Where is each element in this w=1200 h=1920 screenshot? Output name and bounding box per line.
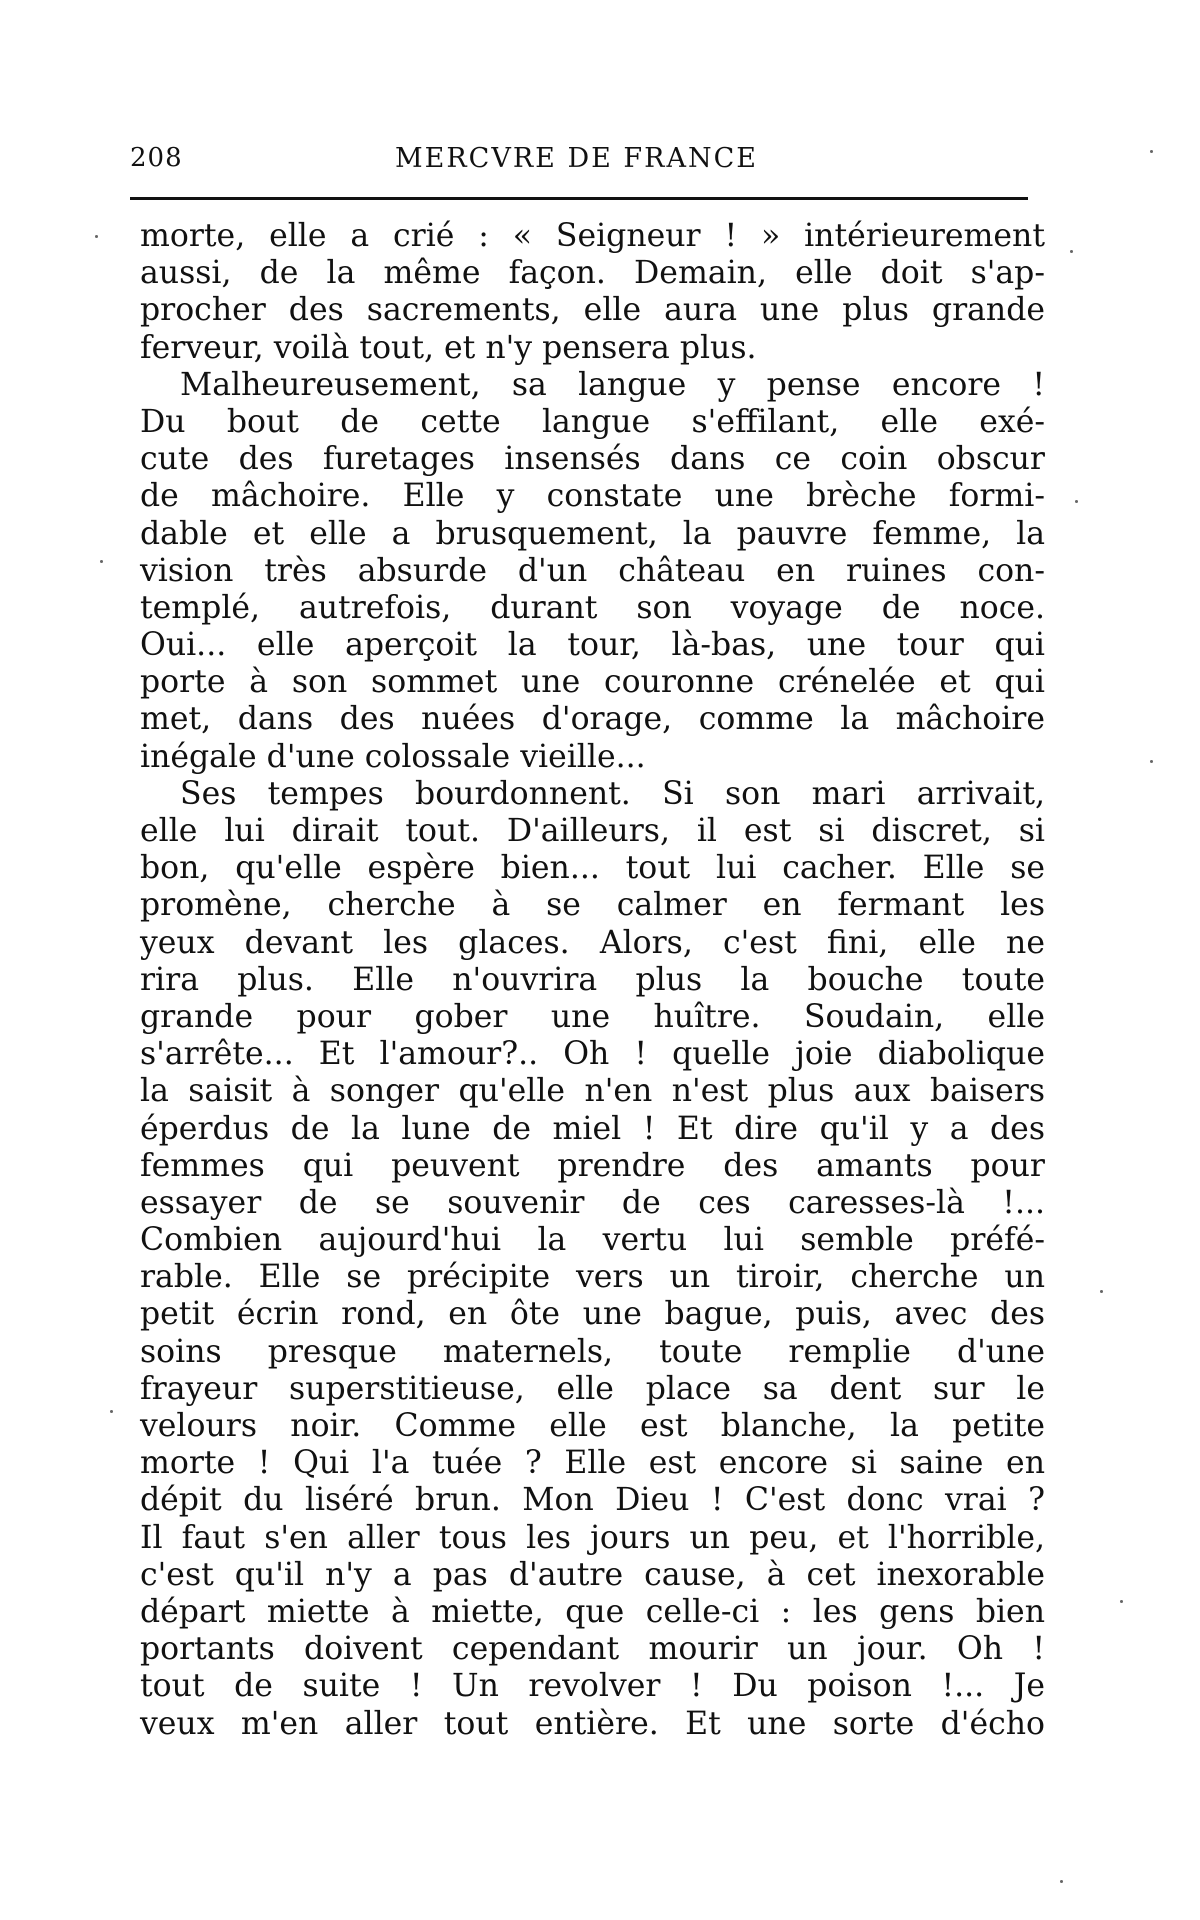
page-header <box>130 143 1030 183</box>
text-line: soins presque maternels, toute remplie d'une <box>140 1333 1045 1370</box>
scan-speck <box>1060 1880 1063 1883</box>
text-line: la saisit à songer qu'elle n'en n'est plus aux baisers <box>140 1073 1045 1110</box>
text-line: éperdus de la lune de miel ! Et dire qu'il y a des <box>140 1110 1045 1147</box>
text-line: templé, autrefois, durant son voyage de noce. <box>140 589 1045 626</box>
text-line: Il faut s'en aller tous les jours un peu, et l'horrible, <box>140 1519 1045 1556</box>
text-line: grande pour gober une huître. Soudain, elle <box>140 998 1045 1035</box>
scan-speck <box>1150 760 1153 763</box>
text-line: inégale d'une colossale vieille... <box>140 738 646 775</box>
text-line: ferveur, voilà tout, et n'y pensera plus. <box>140 329 757 366</box>
text-line: elle lui dirait tout. D'ailleurs, il est si discret, si <box>140 813 1045 849</box>
text-line: Malheureusement, sa langue y pense encore ! <box>180 366 1045 403</box>
text-line: morte ! Qui l'a tuée ? Elle est encore si saine en <box>140 1445 1045 1482</box>
text-line: Oui... elle aperçoit la tour, là-bas, une tour qui <box>140 627 1045 664</box>
text-line: femmes qui peuvent prendre des amants pour <box>140 1147 1045 1184</box>
scan-speck <box>1150 150 1153 153</box>
text-line: tout de suite ! Un revolver ! Du poison !... Je <box>140 1668 1045 1705</box>
scan-speck <box>95 235 98 238</box>
text-line: départ miette à miette, que celle-ci : les gens bien <box>140 1593 1045 1630</box>
page-number: 208 <box>130 143 183 173</box>
text-line: bon, qu'elle espère bien... tout lui cacher. Elle se <box>140 850 1045 887</box>
text-line: rira plus. Elle n'ouvrira plus la bouche toute <box>140 961 1045 998</box>
text-line: de mâchoire. Elle y constate une brèche formi- <box>140 478 1045 515</box>
text-line: essayer de se souvenir de ces caresses-là !... <box>140 1184 1045 1221</box>
text-line: dable et elle a brusquement, la pauvre femme, la <box>140 515 1045 552</box>
text-line: dépit du liséré brun. Mon Dieu ! C'est donc vrai ? <box>140 1482 1045 1519</box>
text-line: veux m'en aller tout entière. Et une sorte d'écho <box>140 1705 1045 1742</box>
text-line: yeux devant les glaces. Alors, c'est fini, elle ne <box>140 924 1045 961</box>
text-line: c'est qu'il n'y a pas d'autre cause, à cet inexorable <box>140 1556 1045 1593</box>
text-line: morte, elle a crié : « Seigneur ! » intérieurement <box>140 218 1045 254</box>
scan-speck <box>1075 500 1078 503</box>
text-line: portants doivent cependant mourir un jour. Oh ! <box>140 1631 1045 1668</box>
scan-speck <box>1070 250 1073 253</box>
text-line: vision très absurde d'un château en ruines con- <box>140 552 1045 589</box>
text-line: porte à son sommet une couronne crénelée et qui <box>140 664 1045 701</box>
text-line: s'arrête... Et l'amour?.. Oh ! quelle joie diabolique <box>140 1036 1045 1073</box>
text-line: Ses tempes bourdonnent. Si son mari arrivait, <box>180 775 1045 812</box>
body-text <box>140 218 1045 1743</box>
text-line: velours noir. Comme elle est blanche, la petite <box>140 1408 1045 1444</box>
text-line: cute des furetages insensés dans ce coin obscur <box>140 441 1045 478</box>
text-line: procher des sacrements, elle aura une plus grande <box>140 292 1045 329</box>
text-line: petit écrin rond, en ôte une bague, puis, avec des <box>140 1296 1045 1333</box>
scan-speck <box>1120 1600 1123 1603</box>
text-line: rable. Elle se précipite vers un tiroir, cherche un <box>140 1259 1045 1296</box>
scan-speck <box>110 1410 113 1413</box>
text-line: Du bout de cette langue s'effilant, elle exé- <box>140 403 1045 440</box>
text-line: promène, cherche à se calmer en fermant les <box>140 887 1045 924</box>
text-line: Combien aujourd'hui la vertu lui semble préfé- <box>140 1222 1045 1259</box>
scan-speck <box>1100 1290 1103 1293</box>
text-line: aussi, de la même façon. Demain, elle doit s'ap- <box>140 255 1045 292</box>
header-rule <box>130 197 1028 200</box>
running-title: MERCVRE DE FRANCE <box>395 143 758 174</box>
text-line: frayeur superstitieuse, elle place sa dent sur le <box>140 1370 1045 1407</box>
scan-speck <box>100 560 103 563</box>
text-line: met, dans des nuées d'orage, comme la mâchoire <box>140 701 1045 738</box>
